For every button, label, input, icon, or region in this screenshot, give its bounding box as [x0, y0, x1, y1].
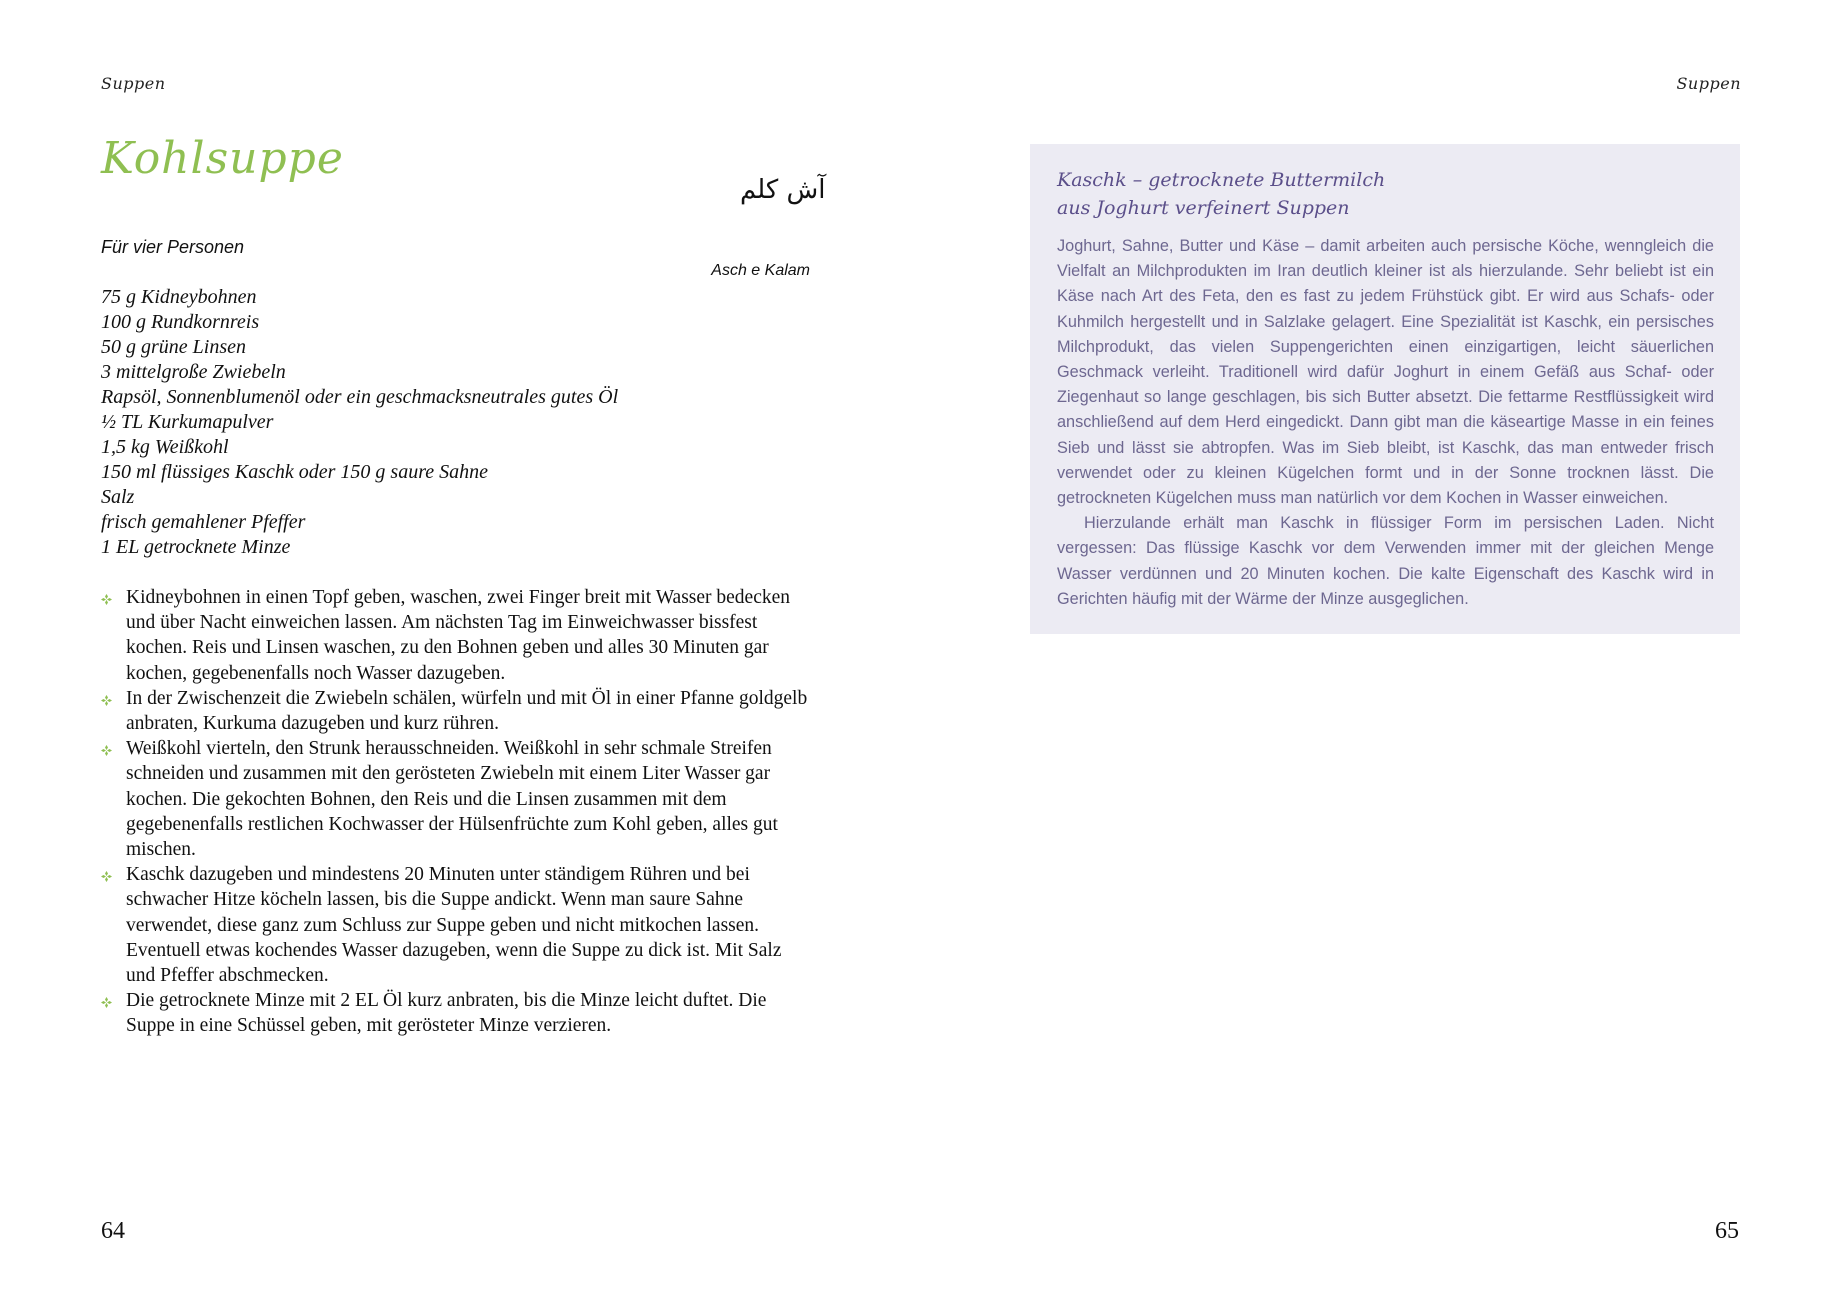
left-page — [0, 0, 915, 1299]
diamond-bullet-icon — [101, 871, 112, 882]
ingredient-item: Salz — [101, 486, 135, 508]
step-text: In der Zwischenzeit die Zwiebeln schälen, würfeln und mit Öl in einer Pfanne goldgelb anbraten, Kurkuma dazugeben und kurz rühren. — [126, 687, 808, 735]
step-item — [101, 736, 811, 862]
step-item — [101, 585, 811, 686]
step-item — [101, 862, 811, 988]
page-number: 64 — [101, 1218, 125, 1244]
ingredient-item: 1,5 kg Weißkohl — [101, 436, 229, 458]
recipe-title-transliteration: Asch e Kalam — [711, 262, 810, 279]
step-text: Kaschk dazugeben und mindestens 20 Minuten unter ständigem Rühren und bei schwacher Hitze köcheln lassen, bis die Suppe andickt. Wenn man saure Sahne verwendet, diese ganz zum Schluss zur Suppe geben und nicht mitkochen lassen. Eventuell etwas kochendes Wasser dazugeben, wenn die Suppe zu dick ist. Mit Salz und Pfeffer abschmecken. — [126, 864, 782, 987]
info-box-paragraph: Joghurt, Sahne, Butter und Käse – damit arbeiten auch persische Köche, wenngleich die Vielfalt an Milchprodukten im Iran deutlich kleiner ist als hierzulande. Sehr beliebt ist ein Käse nach Art des Feta, den es fast zu jedem Frühstück gibt. Er wird aus Schafs- oder Kuhmilch hergestellt und in Salzlake gelagert. Eine Spezialität ist Kaschk, ein persisches Milchprodukt, das vielen Suppengerichten einen einzigartigen, leicht säuerlichen Geschmack verleiht. Traditionell wird dafür Joghurt in einem Gefäß aus Schaf- oder Ziegenhaut so lange geschlagen, bis sich Butter absetzt. Die fettarme Restflüssigkeit wird anschließend auf dem Herd eingedickt. Dann gibt man die käseartige Masse in ein feines Sieb und lässt sie abtropfen. Was im Sieb bleibt, ist Kaschk, das man entweder frisch verwendet oder zu kleinen Kügelchen formt und in der Sonne trocknen lässt. Die getrockneten Kügelchen muss man natürlich vor dem Kochen in Wasser einweichen. — [1057, 237, 1714, 508]
ingredient-item: ½ TL Kurkumapulver — [101, 411, 274, 433]
ingredient-item: 150 ml flüssiges Kaschk oder 150 g saure Sahne — [101, 461, 489, 483]
running-head: Suppen — [1676, 74, 1741, 93]
diamond-bullet-icon — [101, 594, 112, 605]
step-text: Weißkohl vierteln, den Strunk herausschneiden. Weißkohl in sehr schmale Streifen schneiden und zusammen mit den gerösteten Zwiebeln mit einem Liter Wasser gar kochen. Die gekochten Bohnen, den Reis und die Linsen zusammen mit dem gegebenenfalls restlichen Kochwasser der Hülsenfrüchte zum Kohl geben, alles gut mischen. — [126, 738, 778, 861]
info-box-title-line: aus Joghurt verfeinert Suppen — [1057, 197, 1350, 219]
step-text: Die getrocknete Minze mit 2 EL Öl kurz anbraten, bis die Minze leicht duftet. Die Suppe in eine Schüssel geben, mit gerösteter Minze verzieren. — [126, 990, 767, 1037]
ingredient-item: 50 g grüne Linsen — [101, 336, 246, 358]
ingredient-item: 1 EL getrocknete Minze — [101, 536, 291, 558]
info-box-title-line: Kaschk – getrocknete Buttermilch — [1057, 169, 1386, 191]
ingredient-item: 3 mittelgroße Zwiebeln — [101, 361, 286, 383]
ingredient-item: Rapsöl, Sonnenblumenöl oder ein geschmacksneutrales gutes Öl — [101, 386, 619, 408]
diamond-bullet-icon — [101, 695, 112, 706]
recipe-title: Kohlsuppe — [101, 133, 344, 184]
page-number: 65 — [1715, 1218, 1739, 1244]
ingredient-list — [101, 285, 618, 560]
recipe-title-persian: آش کلم — [740, 175, 826, 205]
info-box-title — [1057, 166, 1714, 222]
running-head: Suppen — [101, 74, 166, 93]
step-text: Kidneybohnen in einen Topf geben, waschen, zwei Finger breit mit Wasser bedecken und über Nacht einweichen lassen. Am nächsten Tag im Einweichwasser bissfest kochen. Reis und Linsen waschen, zu den Bohnen geben und alles 30 Minuten gar kochen, gegebenenfalls noch Wasser dazugeben. — [126, 587, 791, 684]
ingredient-item: 100 g Rundkornreis — [101, 311, 260, 333]
diamond-bullet-icon — [101, 745, 112, 756]
kaschk-info-box — [1030, 144, 1740, 634]
right-page — [915, 0, 1831, 1299]
preparation-steps — [101, 585, 811, 1039]
servings: Für vier Personen — [101, 237, 245, 257]
ingredient-item: 75 g Kidneybohnen — [101, 286, 257, 308]
info-box-paragraph: Hierzulande erhält man Kaschk in flüssiger Form im persischen Laden. Nicht vergessen: Das flüssige Kaschk vor dem Verwenden immer mit der gleichen Menge Wasser verdünnen und 20 Minuten kochen. Die kalte Eigenschaft des Kaschk wird in Gerichten häufig mit der Wärme der Minze ausgeglichen. — [1057, 514, 1714, 608]
step-item — [101, 686, 811, 736]
ingredient-item: frisch gemahlener Pfeffer — [101, 511, 306, 533]
diamond-bullet-icon — [101, 997, 112, 1008]
step-item — [101, 988, 811, 1038]
